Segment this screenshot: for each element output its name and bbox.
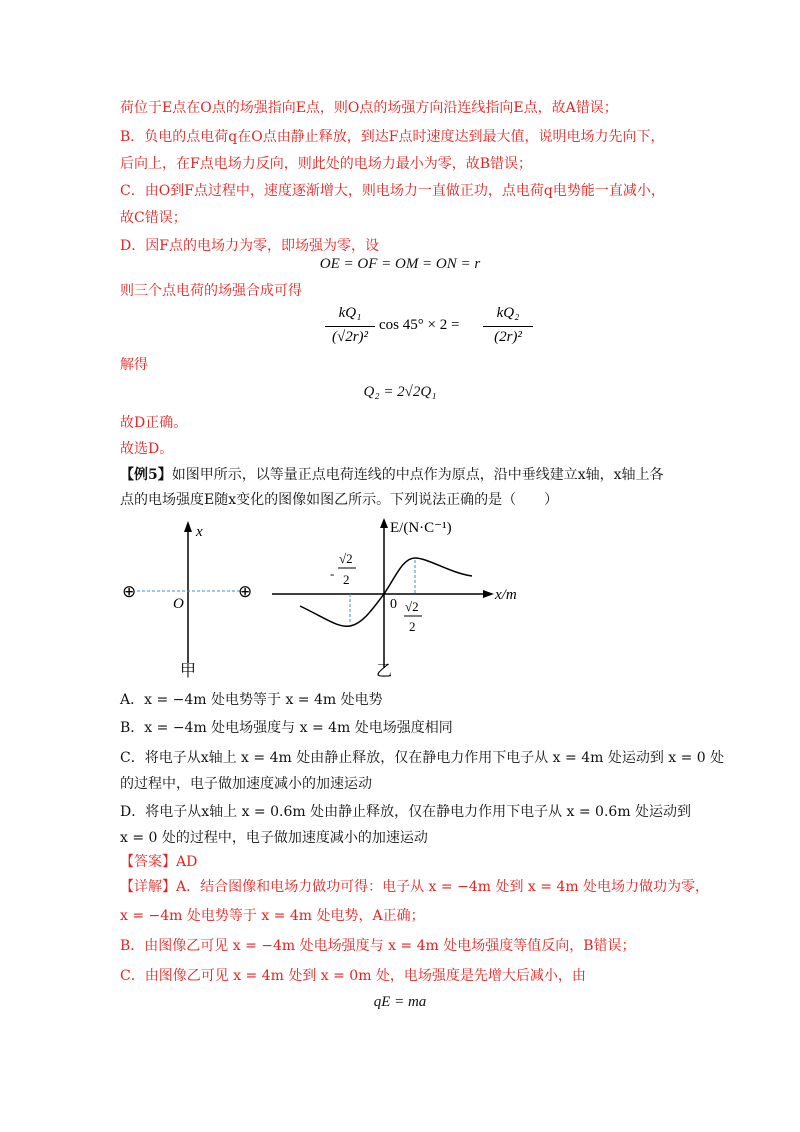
option-d-cont: x = 0 处的过程中，电子做加速度减小的加速运动 — [120, 830, 428, 846]
caption-jia: 甲 — [180, 663, 197, 680]
left-axis-label: x — [196, 524, 203, 540]
fraction-denominator: (2r)² — [494, 329, 522, 345]
right-x-axis-label: x/m — [495, 587, 517, 603]
equation-result: Q₂ = 2√2Q₁ — [363, 384, 437, 400]
neg-tick-denominator: 2 — [343, 572, 350, 587]
detail-line — [120, 877, 709, 897]
example-line: 点的电场强度E随x变化的图像如图乙所示。下列说法正确的是（ ） — [120, 492, 559, 508]
option-a: A．x = −4m 处电势等于 x = 4m 处电势 — [120, 692, 383, 708]
example-line — [120, 465, 664, 485]
left-origin-label: O — [173, 596, 184, 612]
fraction-denominator: (√2r)² — [331, 329, 369, 345]
fraction-numerator: kQ₁ — [338, 305, 362, 321]
detail-line: x = −4m 处电势等于 x = 4m 处电势，A正确； — [120, 908, 425, 924]
text-line: 故选D。 — [120, 441, 174, 457]
right-y-axis-label: E/(N·C⁻¹) — [390, 520, 452, 536]
neg-tick-numerator: √2 — [339, 551, 353, 566]
text-line: 故D正确。 — [120, 415, 188, 431]
pos-tick-denominator: 2 — [409, 619, 416, 634]
right-origin-label: 0 — [390, 597, 397, 612]
example-text: 如图甲所示，以等量正点电荷连线的中点作为原点，沿中垂线建立x轴，x轴上各 — [171, 467, 664, 483]
text-line: 故C错误； — [120, 210, 187, 226]
option-c-cont: 的过程中，电子做加速度减小的加速运动 — [120, 776, 372, 792]
figure-jia-yi — [110, 518, 517, 688]
right-x-axis-arrow — [483, 590, 494, 598]
text-line: C．由O到F点过程中，速度逐渐增大，则电场力一直做正功，点电荷q电势能一直减小， — [120, 183, 665, 199]
example-tag: 【例5】 — [120, 467, 172, 483]
detail-tag: 【详解】 — [120, 879, 176, 895]
detail-text: A．结合图像和电场力做功可得：电子从 x = −4m 处到 x = 4m 处电场力做功为零， — [176, 879, 710, 895]
text-line: 荷位于E点在O点的场强指向E点，则O点的场强方向沿连线指向E点，故A错误； — [120, 100, 618, 116]
text-line: 后向上，在F点电场力反向，则此处的电场力最小为零，故B错误； — [120, 156, 533, 172]
option-b: B．x = −4m 处电场强度与 x = 4m 处电场强度相同 — [120, 720, 453, 736]
equation-newton: qE = ma — [373, 994, 427, 1010]
caption-yi: 乙 — [376, 663, 393, 680]
text-line: B．负电的点电荷q在O点由静止释放，到达F点时速度达到最大值，说明电场力先向下， — [120, 129, 665, 145]
positive-charge-left: ⊕ — [122, 582, 137, 601]
fraction-numerator: kQ₂ — [496, 305, 520, 321]
fraction-bar — [325, 326, 375, 327]
neg-tick-sign: - — [330, 566, 335, 581]
equation-field-sum — [325, 305, 585, 355]
detail-line: C．由图像乙可见 x = 4m 处到 x = 0m 处，电场强度是先增大后减小，由 — [120, 968, 586, 984]
pos-tick-numerator: √2 — [405, 599, 419, 614]
equation-distances: OE = OF = OM = ON = r — [319, 256, 481, 272]
right-y-axis-arrow — [380, 518, 388, 528]
detail-line: B．由图像乙可见 x = −4m 处电场强度与 x = 4m 处电场强度等值反向，B错误； — [120, 938, 636, 954]
option-d: D．将电子从x轴上 x = 0.6m 处由静止释放，仅在静电力作用下电子从 x = 0.6m 处运动到 — [120, 804, 692, 820]
equation-middle: cos 45° × 2 = — [379, 317, 460, 333]
option-c: C．将电子从x轴上 x = 4m 处由静止释放，仅在静电力作用下电子从 x = 4m 处运动到 x = 0 处 — [120, 750, 725, 766]
left-axis-arrow — [184, 521, 192, 532]
positive-charge-right: ⊕ — [238, 582, 253, 601]
text-line: 则三个点电荷的场强合成可得 — [120, 283, 302, 299]
fraction-bar — [483, 326, 533, 327]
text-line: 解得 — [120, 357, 148, 373]
figure-svg — [110, 518, 517, 688]
text-line: D．因F点的电场力为零，即场强为零，设 — [120, 238, 379, 254]
answer-line: 【答案】AD — [120, 854, 198, 870]
field-curve — [300, 558, 472, 626]
